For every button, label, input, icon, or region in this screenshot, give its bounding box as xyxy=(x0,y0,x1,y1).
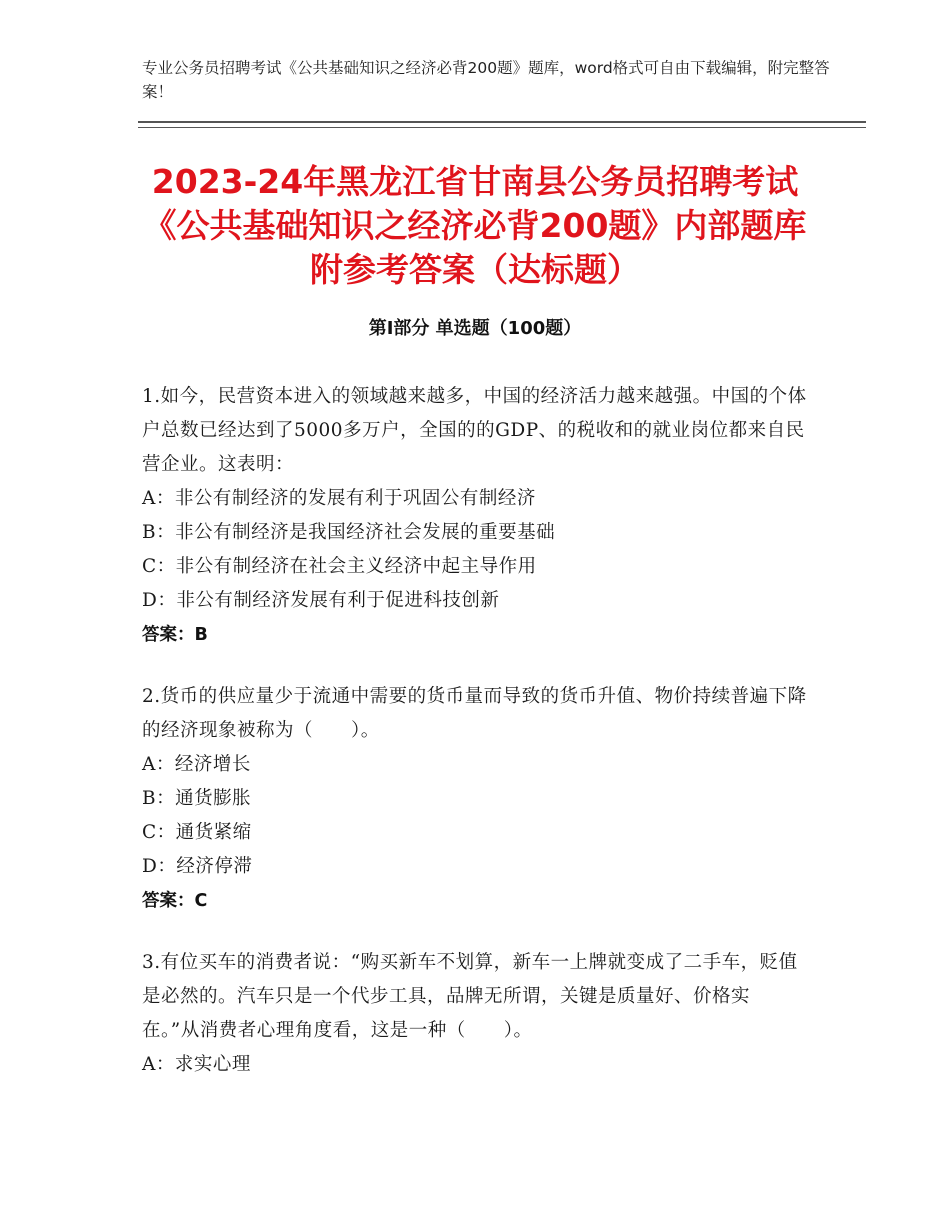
option-b: B：通货膨胀 xyxy=(142,788,252,809)
question-stem: 2.货币的供应量少于流通中需要的货币量而导致的货币升值、物价持续普遍下降的经济现象被称为（ ）。 xyxy=(142,686,807,741)
section-heading: 第Ⅰ部分 单选题（100题） xyxy=(368,318,582,339)
question-3 xyxy=(142,946,807,1082)
question-stem: 1.如今，民营资本进入的领域越来越多，中国的经济活力越来越强。中国的个体户总数已经达到了5000多万户，全国的的GDP、的税收和的就业岗位都来自民营企业。这表明： xyxy=(142,386,807,475)
answer: 答案：B xyxy=(142,625,208,645)
header-rule-thick xyxy=(138,121,866,123)
option-a: A：求实心理 xyxy=(142,1054,251,1075)
option-c: C：非公有制经济在社会主义经济中起主导作用 xyxy=(142,556,537,577)
option-a: A：非公有制经济的发展有利于巩固公有制经济 xyxy=(142,488,536,509)
option-a: A：经济增长 xyxy=(142,754,251,775)
option-c: C：通货紧缩 xyxy=(142,822,252,843)
question-stem: 3.有位买车的消费者说：“购买新车不划算，新车一上牌就变成了二手车，贬值是必然的。汽车只是一个代步工具，品牌无所谓，关键是质量好、价格实在。”从消费者心理角度看，这是一种（ ）。 xyxy=(142,952,798,1041)
option-d: D：非公有制经济发展有利于促进科技创新 xyxy=(142,590,500,611)
header-note: 专业公务员招聘考试《公共基础知识之经济必背200题》题库，word格式可自由下载编辑，附完整答案！ xyxy=(142,59,830,101)
document-title: 2023-24年黑龙江省甘南县公务员招聘考试《公共基础知识之经济必背200题》内部题库附参考答案（达标题） xyxy=(143,162,807,289)
answer: 答案：C xyxy=(142,891,208,911)
question-2 xyxy=(142,680,807,918)
question-list xyxy=(142,380,807,1110)
option-b: B：非公有制经济是我国经济社会发展的重要基础 xyxy=(142,522,556,543)
option-d: D：经济停滞 xyxy=(142,856,253,877)
question-1 xyxy=(142,380,807,652)
header-rule-thin xyxy=(138,127,866,128)
